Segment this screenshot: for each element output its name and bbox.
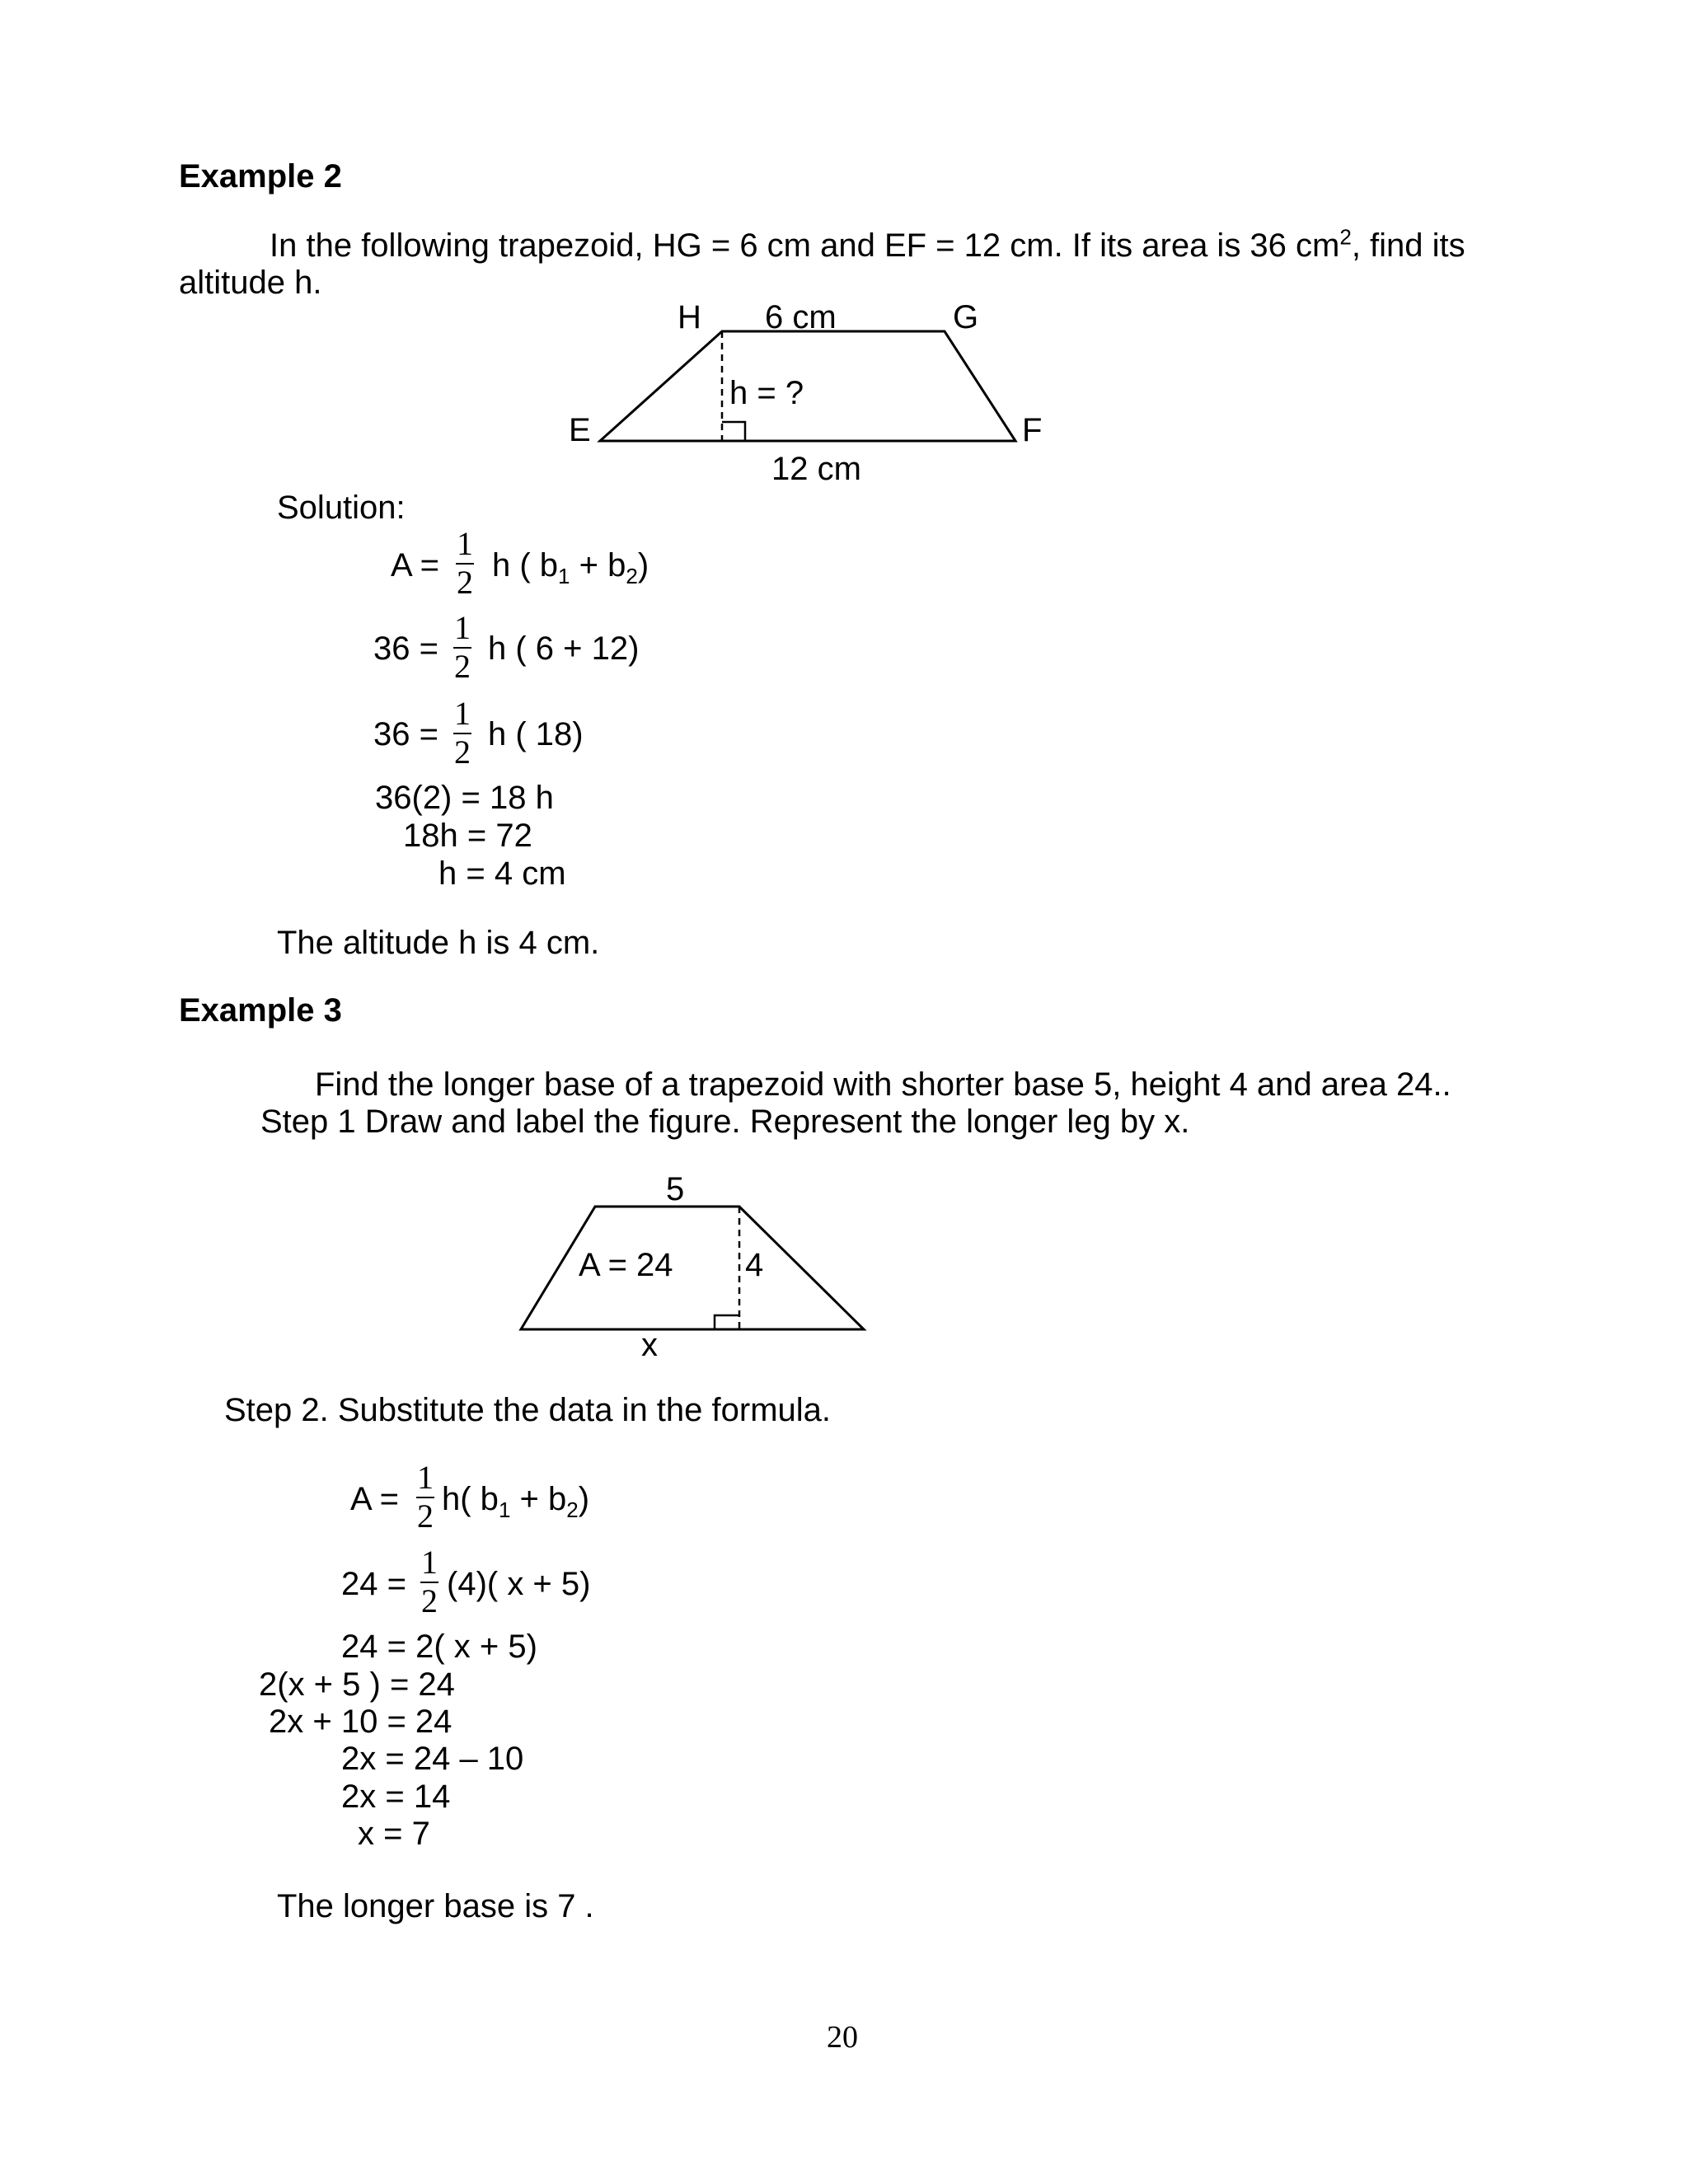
- vertex-label-e: E: [569, 412, 591, 448]
- rhs-part: + b: [510, 1481, 567, 1517]
- eq3-line3: 24 = 2( x + 5): [341, 1629, 537, 1665]
- eq3-line5: 2x + 10 = 24: [269, 1704, 452, 1740]
- eq3-line7: 2x = 14: [341, 1779, 451, 1815]
- vertex-label-g: G: [953, 299, 979, 335]
- trapezoid-figure-1: [0, 0, 1688, 511]
- subscript: 1: [498, 1497, 511, 1522]
- eq2-line1-lhs: A =: [391, 547, 439, 583]
- rhs-part: ): [578, 1481, 590, 1517]
- problem-text-end: , find its: [1351, 227, 1465, 264]
- eq2-line2-lhs: 36 =: [373, 630, 438, 667]
- subscript: 2: [566, 1497, 579, 1522]
- fraction-one-half: [453, 609, 471, 685]
- example-3-step-1: Step 1 Draw and label the figure. Represent the longer leg by x.: [260, 1104, 1190, 1140]
- rhs-part: h( b: [442, 1481, 499, 1517]
- numerator: 1: [417, 1459, 434, 1496]
- vertex-label-f: F: [1022, 412, 1043, 448]
- right-angle-marker: [722, 422, 745, 441]
- numerator: 1: [457, 525, 473, 562]
- example-3-heading: Example 3: [179, 992, 342, 1029]
- eq3-line8: x = 7: [358, 1816, 430, 1852]
- numerator: 1: [454, 695, 471, 732]
- bottom-base-label: 12 cm: [771, 451, 861, 487]
- rhs-part: ): [637, 547, 649, 583]
- superscript-2: 2: [1339, 224, 1352, 250]
- denominator: 2: [421, 1582, 438, 1619]
- fraction-one-half: [453, 697, 471, 769]
- trapezoid-figure-2: [0, 1154, 1688, 1368]
- example-3-conclusion: The longer base is 7 .: [277, 1888, 594, 1924]
- eq2-line5: 18h = 72: [403, 818, 532, 854]
- eq3-line2-lhs: 24 =: [341, 1566, 406, 1602]
- subscript: 2: [626, 564, 638, 588]
- denominator: 2: [417, 1497, 434, 1535]
- eq2-line2-rhs: h ( 6 + 12): [488, 630, 640, 667]
- page-number: 20: [827, 2020, 858, 2055]
- eq2-line3-rhs: h ( 18): [488, 716, 584, 752]
- height-label: 4: [745, 1247, 764, 1283]
- subscript: 1: [558, 564, 570, 588]
- top-base-label: 5: [666, 1171, 685, 1207]
- vertex-label-h: H: [678, 299, 701, 335]
- trapezoid-efgh: [600, 331, 1015, 441]
- rhs-part: h ( b: [492, 547, 559, 583]
- eq3-line2-rhs: (4)( x + 5): [447, 1566, 591, 1602]
- numerator: 1: [454, 609, 471, 646]
- eq3-line4: 2(x + 5 ) = 24: [259, 1666, 455, 1703]
- area-label: A = 24: [579, 1247, 673, 1283]
- example-3-problem: Find the longer base of a trapezoid with shorter base 5, height 4 and area 24..: [315, 1066, 1451, 1103]
- eq2-line3-lhs: 36 =: [373, 716, 438, 752]
- denominator: 2: [454, 648, 471, 685]
- fraction-one-half: [456, 527, 474, 599]
- eq2-line6: h = 4 cm: [438, 855, 566, 892]
- numerator: 1: [421, 1544, 438, 1581]
- bottom-base-label: x: [641, 1327, 658, 1363]
- right-angle-marker: [715, 1315, 739, 1329]
- example-3-step-2: Step 2. Substitute the data in the formula.: [224, 1392, 832, 1428]
- eq2-line4: 36(2) = 18 h: [375, 780, 554, 816]
- fraction-one-half: [420, 1546, 438, 1618]
- eq2-line1-rhs: [492, 547, 649, 588]
- denominator: 2: [457, 564, 473, 601]
- example-2-problem-line-2: altitude h.: [179, 265, 322, 301]
- denominator: 2: [454, 733, 471, 771]
- fraction-one-half: [416, 1461, 434, 1533]
- trapezoid: [521, 1207, 864, 1329]
- top-base-label: 6 cm: [765, 299, 837, 335]
- eq3-line1-rhs: [442, 1481, 590, 1522]
- eq3-line6: 2x = 24 – 10: [341, 1741, 524, 1777]
- example-2-conclusion: The altitude h is 4 cm.: [277, 925, 600, 961]
- solution-label: Solution:: [277, 490, 406, 526]
- eq3-line1-lhs: A =: [350, 1481, 399, 1517]
- problem-text: In the following trapezoid, HG = 6 cm and EF = 12 cm. If its area is 36 cm: [270, 227, 1340, 264]
- example-2-heading: Example 2: [179, 158, 342, 194]
- rhs-part: + b: [570, 547, 626, 583]
- height-label: h = ?: [729, 375, 804, 411]
